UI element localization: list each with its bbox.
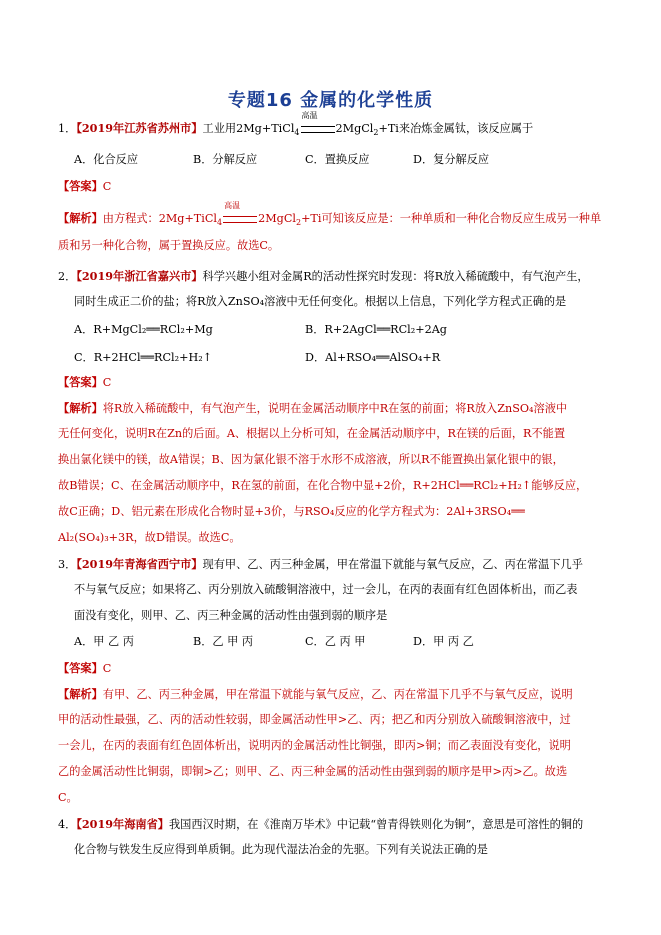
- q2-analysis-line6: Al₂(SO₄)₃+3R，故D错误。故选C。: [58, 531, 241, 544]
- q3-stem-line1: 现有甲、乙、丙三种金属，甲在常温下就能与氧气反应，乙、丙在常温下几乎: [202, 558, 583, 571]
- q1-option-a: A．化合反应: [74, 153, 139, 166]
- q2-stem-line1: 科学兴趣小组对金属R的活动性探究时发现：将R放入稀硫酸中，有气泡产生，: [202, 270, 589, 283]
- q1-stem: [58, 111, 534, 141]
- q3-analysis-line5: C。: [58, 791, 78, 804]
- q1-sub4: 4: [294, 128, 300, 138]
- q2-analysis-line2: 无任何变化，说明R在Zn的后面。A、根据以上分析可知，在金属活动顺序中，R在镁的后面，R不能置: [58, 427, 566, 440]
- q4-source: 【2019年海南省】: [76, 817, 169, 831]
- q3-stem-line2: 不与氧气反应；如果将乙、丙分别放入硫酸铜溶液中，过一会儿，在丙的表面有红色固体析出，而乙表: [74, 583, 578, 596]
- q3-analysis-text1: 有甲、乙、丙三种金属，甲在常温下就能与氧气反应，乙、丙在常温下几乎不与氧气反应，说明: [102, 688, 573, 701]
- q1-option-d: D．复分解反应: [413, 153, 490, 166]
- q3-source: 【2019年青海省西宁市】: [76, 557, 203, 571]
- q3-answer: [58, 660, 111, 677]
- q1-stem-c: +Ti来冶炼金属钛，该反应属于: [378, 122, 534, 135]
- q1-analysis-sub2: 2: [295, 218, 302, 228]
- q1-analysis-line2: 质和另一种化合物，属于置换反应。故选C。: [58, 239, 280, 252]
- q1-answer-value: C: [102, 180, 112, 193]
- q3-stem-line3: 面没有变化，则甲、乙、丙三种金属的活动性由强到弱的顺序是: [74, 609, 388, 622]
- q3-analysis-line3: 一会儿，在丙的表面有红色固体析出，说明丙的金属活动性比铜强，即丙>铜；而乙表面没有变化，说明: [58, 739, 571, 752]
- double-line-icon: [223, 216, 257, 223]
- q2-option-a: A．R+MgCl₂══RCl₂+Mg: [74, 323, 213, 336]
- analysis-label: 【解析】: [58, 401, 103, 415]
- q1-number: 1．: [58, 122, 77, 135]
- answer-label: 【答案】: [58, 661, 103, 675]
- q1-analysis-condition: 高温: [224, 201, 241, 210]
- q2-source: 【2019年浙江省嘉兴市】: [76, 269, 203, 283]
- q2-answer-value: C: [102, 376, 112, 389]
- q3-option-c: C．乙 丙 甲: [305, 635, 366, 648]
- q2-option-b: B．R+2AgCl══RCl₂+2Ag: [305, 323, 447, 336]
- q2-analysis-line5: 故C正确；D、铝元素在形成化合物时显+3价，与RSO₄反应的化学方程式为：2Al+3RSO₄══: [58, 505, 525, 518]
- q1-stem-b: 2MgCl: [335, 122, 374, 135]
- q1-option-c: C．置换反应: [305, 153, 370, 166]
- q4-stem-line2: 化合物与铁发生反应得到单质铜。此为现代湿法冶金的先驱。下列有关说法正确的是: [74, 843, 488, 856]
- q1-analysis-arrow: [222, 201, 258, 227]
- q2-analysis-line1: [58, 400, 567, 417]
- q1-answer: [58, 178, 111, 195]
- q3-answer-value: C: [102, 662, 112, 675]
- double-line-icon: [301, 126, 335, 133]
- q1-analysis-a: 由方程式：2Mg+TiCl: [102, 212, 217, 225]
- analysis-label: 【解析】: [58, 687, 103, 701]
- q1-analysis-c: +Ti可知该反应是：一种单质和一种化合物反应生成另一种单: [301, 212, 602, 225]
- q1-stem-a: 工业用2Mg+TiCl: [202, 122, 295, 135]
- q1-equation-arrow: [300, 111, 336, 137]
- q2-stem: [58, 268, 589, 285]
- q2-answer: [58, 374, 111, 391]
- answer-label: 【答案】: [58, 179, 103, 193]
- q3-option-a: A．甲 乙 丙: [74, 635, 134, 648]
- q3-option-d: D．甲 丙 乙: [413, 635, 474, 648]
- q2-analysis-line3: 换出氯化镁中的镁，故A错误；B、因为氯化银不溶于水形不成溶液，所以R不能置换出氯化银中的银，: [58, 453, 564, 466]
- q4-stem-line1: 我国西汉时期，在《淮南万毕术》中记载“曾青得铁则化为铜”，意思是可溶性的铜的: [168, 818, 584, 831]
- q1-analysis-sub4: 4: [217, 218, 223, 228]
- q3-analysis-line2: 甲的活动性最强，乙、丙的活动性较弱，即金属活动性甲>乙、丙；把乙和丙分别放入硫酸铜溶液中，过: [58, 713, 571, 726]
- q3-option-b: B．乙 甲 丙: [193, 635, 254, 648]
- q3-stem: [58, 556, 583, 573]
- q1-source: 【2019年江苏省苏州市】: [76, 121, 203, 135]
- q3-analysis-line1: [58, 686, 573, 703]
- q4-stem: [58, 816, 583, 833]
- q4-number: 4．: [58, 818, 77, 831]
- q1-option-b: B．分解反应: [193, 153, 258, 166]
- analysis-label: 【解析】: [58, 211, 103, 225]
- q1-analysis: [58, 201, 602, 231]
- q2-option-c: C．R+2HCl══RCl₂+H₂↑: [74, 351, 213, 364]
- answer-label: 【答案】: [58, 375, 103, 389]
- q2-number: 2．: [58, 270, 77, 283]
- q1-analysis-b: 2MgCl: [258, 212, 296, 225]
- q2-stem-line2: 同时生成正二价的盐；将R放入ZnSO₄溶液中无任何变化。根据以上信息，下列化学方程式正确的是: [74, 295, 567, 308]
- q3-analysis-line4: 乙的金属活动性比铜弱，即铜>乙；则甲、乙、丙三种金属的活动性由强到弱的顺序是甲>丙>乙。故选: [58, 765, 568, 778]
- q2-analysis-text1: 将R放入稀硫酸中，有气泡产生，说明在金属活动顺序中R在氢的前面；将R放入ZnSO₄溶液中: [102, 402, 568, 415]
- q2-option-d: D．Al+RSO₄══AlSO₄+R: [305, 351, 441, 364]
- q3-number: 3．: [58, 558, 77, 571]
- q1-sub2: 2: [373, 128, 379, 138]
- q1-condition: 高温: [301, 111, 318, 120]
- q2-analysis-line4: 故B错误；C、在金属活动顺序中，R在氢的前面，在化合物中显+2价，R+2HCl══RCl₂+H₂↑能够反应，: [58, 479, 588, 492]
- page-title: 专题16 金属的化学性质: [227, 90, 434, 111]
